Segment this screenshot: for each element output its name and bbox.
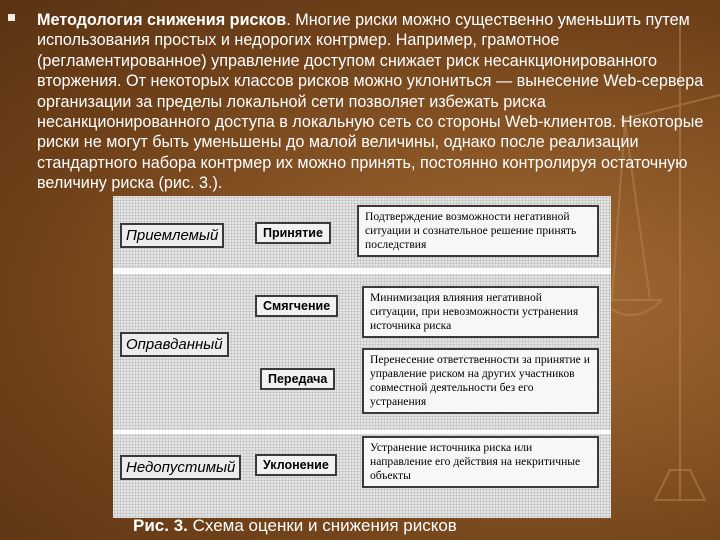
paragraph-title: Методология снижения рисков [37, 11, 287, 29]
paragraph-body: . Многие риски можно существенно уменьшить путем использования простых и недорогих контрмер. Например, грамотное (регламентированное) управление доступом снижает риск несанкционированного вторжения. От некоторых классов рисков можно уклониться — вынесение Web-сервера организации за пределы локальной сети позволяет избежать риска несанкционированного доступа в локальную сеть со стороны Web-клиентов. Некоторые риски не могут быть уменьшены до малой величины, однако после реализации стандартного набора контрмер их можно принять, постоянно контролируя остаточную величину риска (рис. 3.). [37, 11, 704, 193]
description-avoid: Устранение источника риска или направление его действия на некритичные объекты [362, 436, 599, 488]
action-mitigate: Смягчение [255, 295, 338, 317]
description-mitigate: Минимизация влияния негативной ситуации, при невозможности устранения источника риска [362, 286, 599, 338]
action-accept: Принятие [255, 222, 331, 244]
action-transfer: Передача [260, 368, 335, 390]
category-unacceptable: Недопустимый [120, 455, 241, 480]
bullet-marker [8, 14, 15, 21]
category-acceptable: Приемлемый [120, 223, 224, 248]
category-justified: Оправданный [120, 332, 229, 357]
caption-label: Рис. 3. [133, 516, 188, 535]
body-paragraph [37, 10, 709, 194]
figure-caption [133, 516, 457, 536]
action-avoid: Уклонение [255, 454, 337, 476]
risk-diagram [113, 196, 611, 518]
description-transfer: Перенесение ответственности за принятие и управление риском на других участников совместной деятельности без его устранения [362, 348, 599, 414]
description-accept: Подтверждение возможности негативной ситуации и сознательное решение принять последствия [357, 205, 599, 257]
caption-text: Схема оценки и снижения рисков [192, 516, 457, 535]
